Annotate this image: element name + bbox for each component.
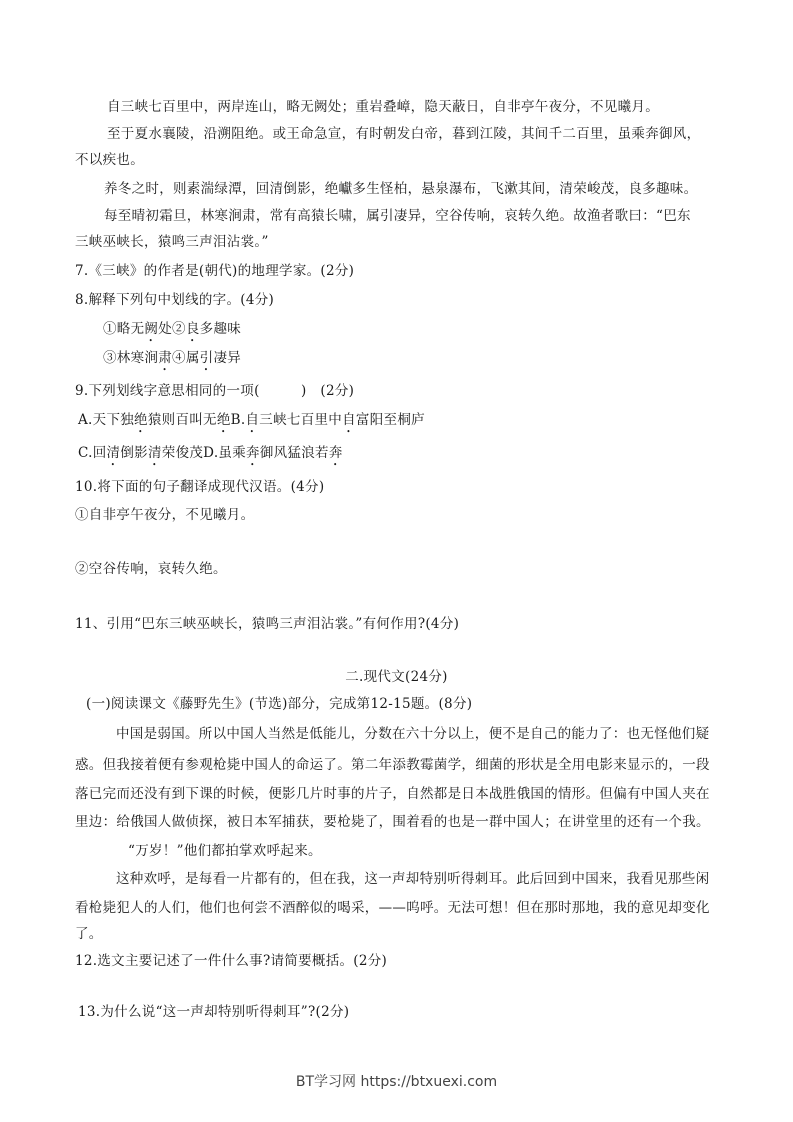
question-13: 13.为什么说“这一声却特别听得刺耳”?(2分) <box>78 1004 350 1020</box>
question-8-row-1 <box>103 320 241 345</box>
q9-underlined-char: 清 <box>147 445 162 461</box>
question-9-options-ab <box>78 411 425 436</box>
watermark-footer: BT学习网 https://btxuexi.com <box>295 1074 498 1090</box>
q8-text: ①略无 <box>103 321 145 337</box>
q9-underlined-char: 奔 <box>328 445 343 461</box>
q9-underlined-char: 奔 <box>246 445 260 461</box>
q9-text: 荣俊茂D.虽乘 <box>161 445 247 461</box>
q9-text: 富阳至桐庐 <box>355 412 425 428</box>
q9-text: C.回 <box>78 445 107 461</box>
passage-paragraph-3: 养冬之时，则素湍绿潭，回清倒影，绝巘多生怪柏，悬泉瀑布，飞漱其间，清荣峻茂，良多趣味。 <box>104 181 698 197</box>
q9-underlined-char: 自 <box>342 412 356 428</box>
q9-text: 御风猛浪若 <box>259 445 329 461</box>
question-7: 7.《三峡》的作者是(朝代)的地理学家。(2分) <box>75 263 355 279</box>
passage-paragraph-4: 每至晴初霜旦，林寒涧肃，常有高猿长啸，属引凄异，空谷传响，哀转久绝。故渔者歌曰：“巴东 <box>104 208 691 224</box>
modern-passage-line-8: 了。 <box>75 926 103 942</box>
passage-paragraph-2: 至于夏水襄陵，沿溯阻绝。或王命急宣，有时朝发白帝，暮到江陵，其间千二百里，虽乘奔御风， <box>107 126 701 142</box>
q8-underlined-char: 肃 <box>158 350 173 366</box>
question-11: 11、引用“巴东三峡巫峡长，猿鸣三声泪沾裳。”有何作用?(4分) <box>75 616 460 632</box>
q8-underlined-char: 良 <box>185 321 200 337</box>
modern-passage-line-4: 里边：给俄国人做侦探，被日本军捕获，要枪毙了，围着看的也是一群中国人；在讲堂里的还有一个我。 <box>75 814 710 830</box>
q9-text: 倒影 <box>120 445 148 461</box>
question-10-item-2: ②空谷传响，哀转久绝。 <box>75 561 227 577</box>
q9-text: A.天下独 <box>78 412 135 428</box>
question-9-options-cd <box>78 444 343 469</box>
modern-passage-line-1: 中国是弱国。所以中国人当然是低能儿，分数在六十分以上，便不是自己的能力了：也无怪他们疑 <box>116 726 710 742</box>
passage-paragraph-1: 自三峡七百里中，两岸连山，略无阙处；重岩叠嶂，隐天蔽日，自非亭午夜分，不见曦月。 <box>107 99 659 115</box>
q8-text: 凄异 <box>213 350 242 366</box>
q8-underlined-char: 阙 <box>144 321 159 337</box>
q9-underlined-char: 清 <box>106 445 121 461</box>
q8-text: ④属 <box>172 350 200 366</box>
q8-underlined-char: 引 <box>199 350 214 366</box>
q9-underlined-char: 绝 <box>216 412 231 428</box>
q9-text: 三峡七百里中 <box>259 412 343 428</box>
question-8-prompt: 8.解释下列句中划线的字。(4分) <box>75 292 275 308</box>
section-2-heading: 二.现代文(24分) <box>345 669 448 685</box>
question-9-prompt: 9.下列划线字意思相同的一项( ) (2分) <box>75 383 355 399</box>
q9-text: 猿则百叫无 <box>147 412 217 428</box>
modern-passage-line-3: 落已完而还没有到下课的时候，便影几片时事的片子，自然都是日本战胜俄国的情形。但偏有中国人夹在 <box>75 786 710 802</box>
modern-passage-line-5: “万岁！”他们都拍掌欢呼起来。 <box>128 843 322 859</box>
q9-underlined-char: 自 <box>245 412 260 428</box>
question-10-item-1: ①自非亭午夜分，不见曦月。 <box>75 507 255 523</box>
modern-passage-line-7: 看枪毙犯人的人们，他们也何尝不酒醉似的喝采，——呜呼。无法可想！但在那时那地，我的意见却变化 <box>75 900 710 916</box>
modern-passage-line-2: 惑。但我接着便有参观枪毙中国人的命运了。第二年添教霉菌学，细菌的形状是全用电影来显示的，一段 <box>75 757 710 773</box>
passage-paragraph-4-cont: 三峡巫峡长，猿鸣三声泪沾裳。” <box>75 234 269 250</box>
q8-text: 多趣味 <box>199 321 242 337</box>
question-12: 12.选文主要记述了一件什么事?请简要概括。(2分) <box>75 953 388 969</box>
modern-passage-line-6: 这种欢呼，是每看一片都有的，但在我，这一声却特别听得刺耳。此后回到中国来，我看见那些闲 <box>116 871 710 887</box>
q9-underlined-char: 绝 <box>134 412 148 428</box>
section-2-subheading: (一)阅读课文《藤野先生》(节选)部分，完成第12-15题。(8分) <box>86 696 473 712</box>
question-10-prompt: 10.将下面的句子翻译成现代汉语。(4分) <box>75 479 325 495</box>
q8-text: 处② <box>158 321 186 337</box>
q8-text: ③林寒涧 <box>103 350 159 366</box>
question-8-row-2 <box>103 349 241 374</box>
passage-paragraph-2-cont: 不以疾也。 <box>75 152 144 168</box>
q9-text: B. <box>230 412 246 428</box>
